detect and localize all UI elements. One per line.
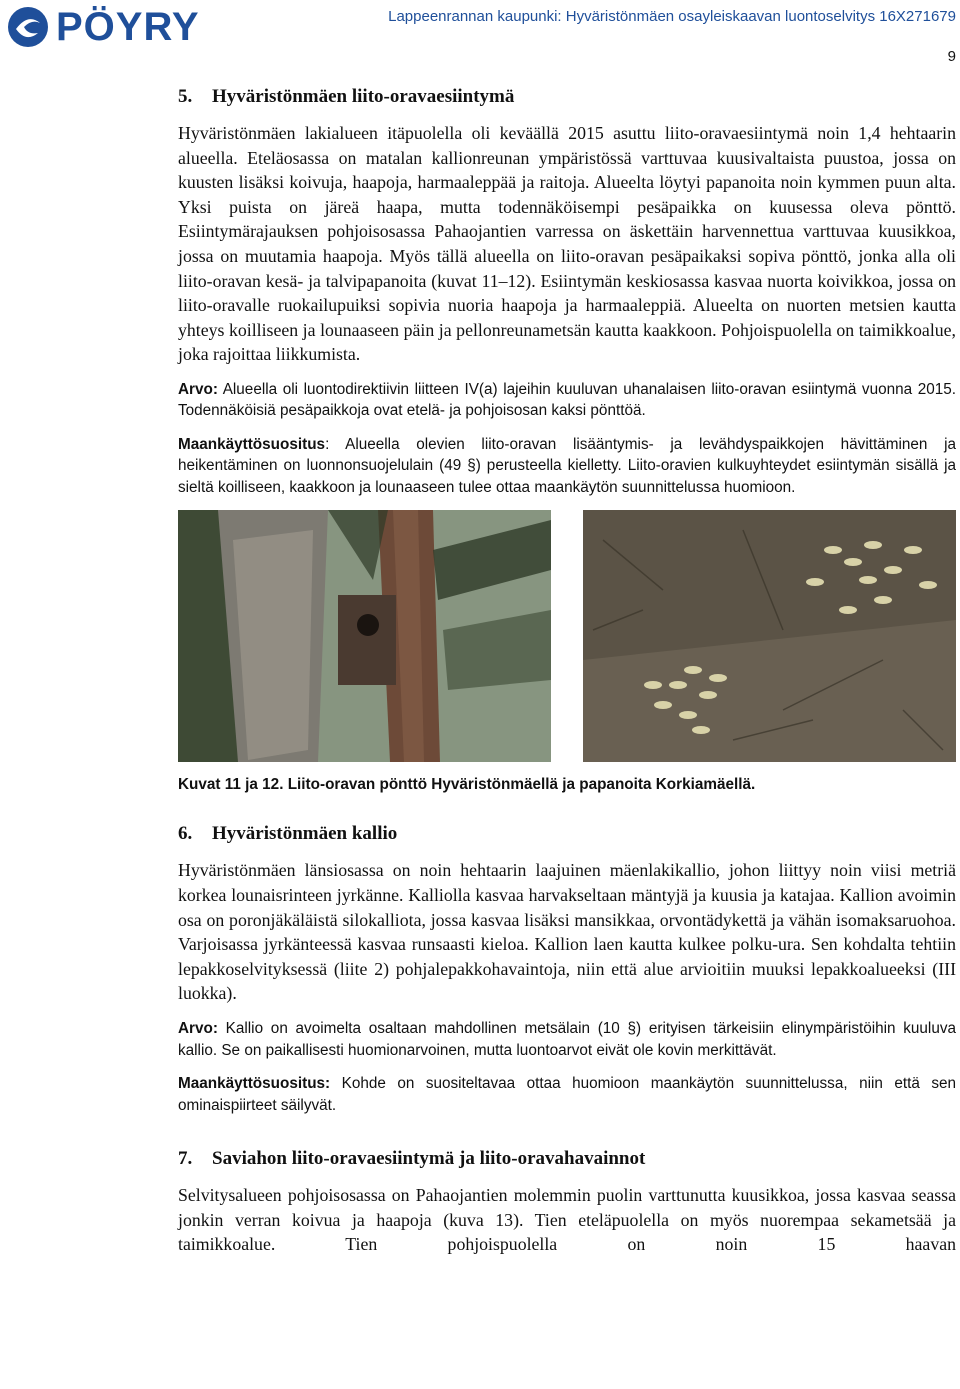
arvo-text: Alueella oli luontodirektiivin liitteen IV(a) lajeihin kuuluvan uhanalaisen liito-oravan esiintymä vuonna 2015. Todennäköisiä pesäpaikkoja ovat etelä- ja pohjoisosan kaksi pönttöä. xyxy=(178,380,956,420)
photo-droppings xyxy=(583,510,956,762)
page-content xyxy=(178,84,956,1269)
suositus-text: : Alueella olevien liito-oravan lisääntymis- ja levähdyspaikkojen hävittäminen ja heikentäminen on luonnonsuojelulain (49 §) perusteella kielletty. Liito-oravien kulkuyhteydet esiintymän sisällä ja sieltä koilliseen, kaakkoon ja lounaaseen tulee ottaa maankäytön suunnittelussa huomioon. xyxy=(178,435,956,496)
suositus-label: Maankäyttösuositus xyxy=(178,435,326,453)
section-5-title: Hyväristönmäen liito-oravaesiintymä xyxy=(212,86,515,107)
suositus-text: Kohde on suositeltavaa ottaa huomioon maankäytön suunnittelussa, niin että sen ominaispiirteet säilyvät. xyxy=(178,1075,956,1114)
section-6-arvo xyxy=(178,1018,956,1061)
arvo-label: Arvo: xyxy=(178,380,218,398)
section-7-heading xyxy=(178,1146,956,1172)
section-7-body: Selvitysalueen pohjoisosassa on Pahaojantien molemmin puolin varttunutta kuusikkoa, jossa kasvaa seassa jonkin verran koivua ja haapoja (kuva 13). Tien eteläpuolella on myös nuorempaa sekametsää ja taimikkoalue. Tien pohjoispuolella on noin 15 haavan xyxy=(178,1185,956,1255)
section-6-body: Hyväristönmäen länsiosassa on noin hehtaarin laajuinen mäenlakikallio, johon liittyy noin viisi metriä korkea lounaisrinteen jyrkänne. Kalliolla kasvaa harvakseltaan mäntyjä ja kuusia ja katajaa. Kallion avoimin osa on poronjäkäläistä silokalliota, jossa kasvaa lisäksi mansikkaa, orvontädykettä ja vähän isomaksaruohoa. Varjoisassa jyrkänteessä kasvaa runsaasti kieloa. Kallion laen kautta kulkee polku-ura. Sen kohdalta tehtiin lepakkoselvityksessä (liite 2) pohjalepakkohavaintoja, niin että alue arvioitiin muuksi lepakkoalueeksi (III luokka). xyxy=(178,860,956,1004)
section-5-body: Hyväristönmäen lakialueen itäpuolella oli keväällä 2015 asuttu liito-oravaesiintymä noin 1,4 hehtaarin alueella. Eteläosassa on matalan kallionreunan ympäristössä varttuvaa kuusivaltaista puustoa, jossa on kuusten lisäksi koivuja, haapoja, harmaaleppää ja raitoja. Alueelta löytyi papanoita noin kymmen puun alta. Yksi puista on järeä haapa, mutta todennäköisempi pesäpaikka on kuusessa oleva pönttö. Esiintymärajauksen pohjoisosassa Pahaojantien varressa on äskettäin harvennettua varttuvaa kuusikkoa, jossa on muutamia haapoja. Myös tällä alueella on liito-oravan pesäpaikaksi sopiva pönttö, jonka alla oli liito-oravan kesä- ja talvipapanoita (kuvat 11–12). Esiintymän keskiosassa kasvaa nuorta koivikkoa, jossa on liito-oravalle ruokailupuiksi sopivia nuoria haapoja ja harmaaleppiä. Alueelta on nuorten metsien kautta yhteys koilliseen ja lounaaseen päin ja pellonreunametsän kautta kaakkoon. Pohjoispuolella on taimikkoalue, joka rajoittaa liikkumista. xyxy=(178,123,956,365)
figure-caption: Kuvat 11 ja 12. Liito-oravan pönttö Hyväristönmäellä ja papanoita Korkiamäellä. xyxy=(178,776,756,794)
section-5-heading xyxy=(178,84,956,110)
arvo-text: Kallio on avoimelta osaltaan mahdollinen metsälain (10 §) erityisen tärkeisiin elinympäristöihin kuuluva kallio. Se on paikallisesti huomionarvoinen, mutta luontoarvot eivät ole kovin merkittävät. xyxy=(178,1020,956,1059)
section-7-number: 7. xyxy=(178,1148,193,1169)
page-number: 9 xyxy=(947,48,956,65)
poyry-logo-icon xyxy=(6,5,50,49)
photo-nest-box-tree xyxy=(178,510,551,762)
section-5-arvo xyxy=(178,379,956,422)
section-6-title: Hyväristönmäen kallio xyxy=(212,823,398,845)
document-header-title: Lappeenrannan kaupunki: Hyväristönmäen osayleiskaavan luontoselvitys 16X271679 xyxy=(388,8,956,25)
arvo-label: Arvo: xyxy=(178,1020,218,1037)
section-6-suositus xyxy=(178,1073,956,1116)
logo-text: PÖYRY xyxy=(56,5,200,49)
logo xyxy=(6,4,200,50)
section-5-number: 5. xyxy=(178,86,193,107)
section-6-number: 6. xyxy=(178,823,193,845)
section-7-title: Saviahon liito-oravaesiintymä ja liito-oravahavainnot xyxy=(212,1148,646,1169)
section-5-suositus xyxy=(178,434,956,499)
section-6-heading xyxy=(178,821,956,847)
figure-photos xyxy=(178,510,956,762)
suositus-label: Maankäyttösuositus: xyxy=(178,1075,331,1092)
